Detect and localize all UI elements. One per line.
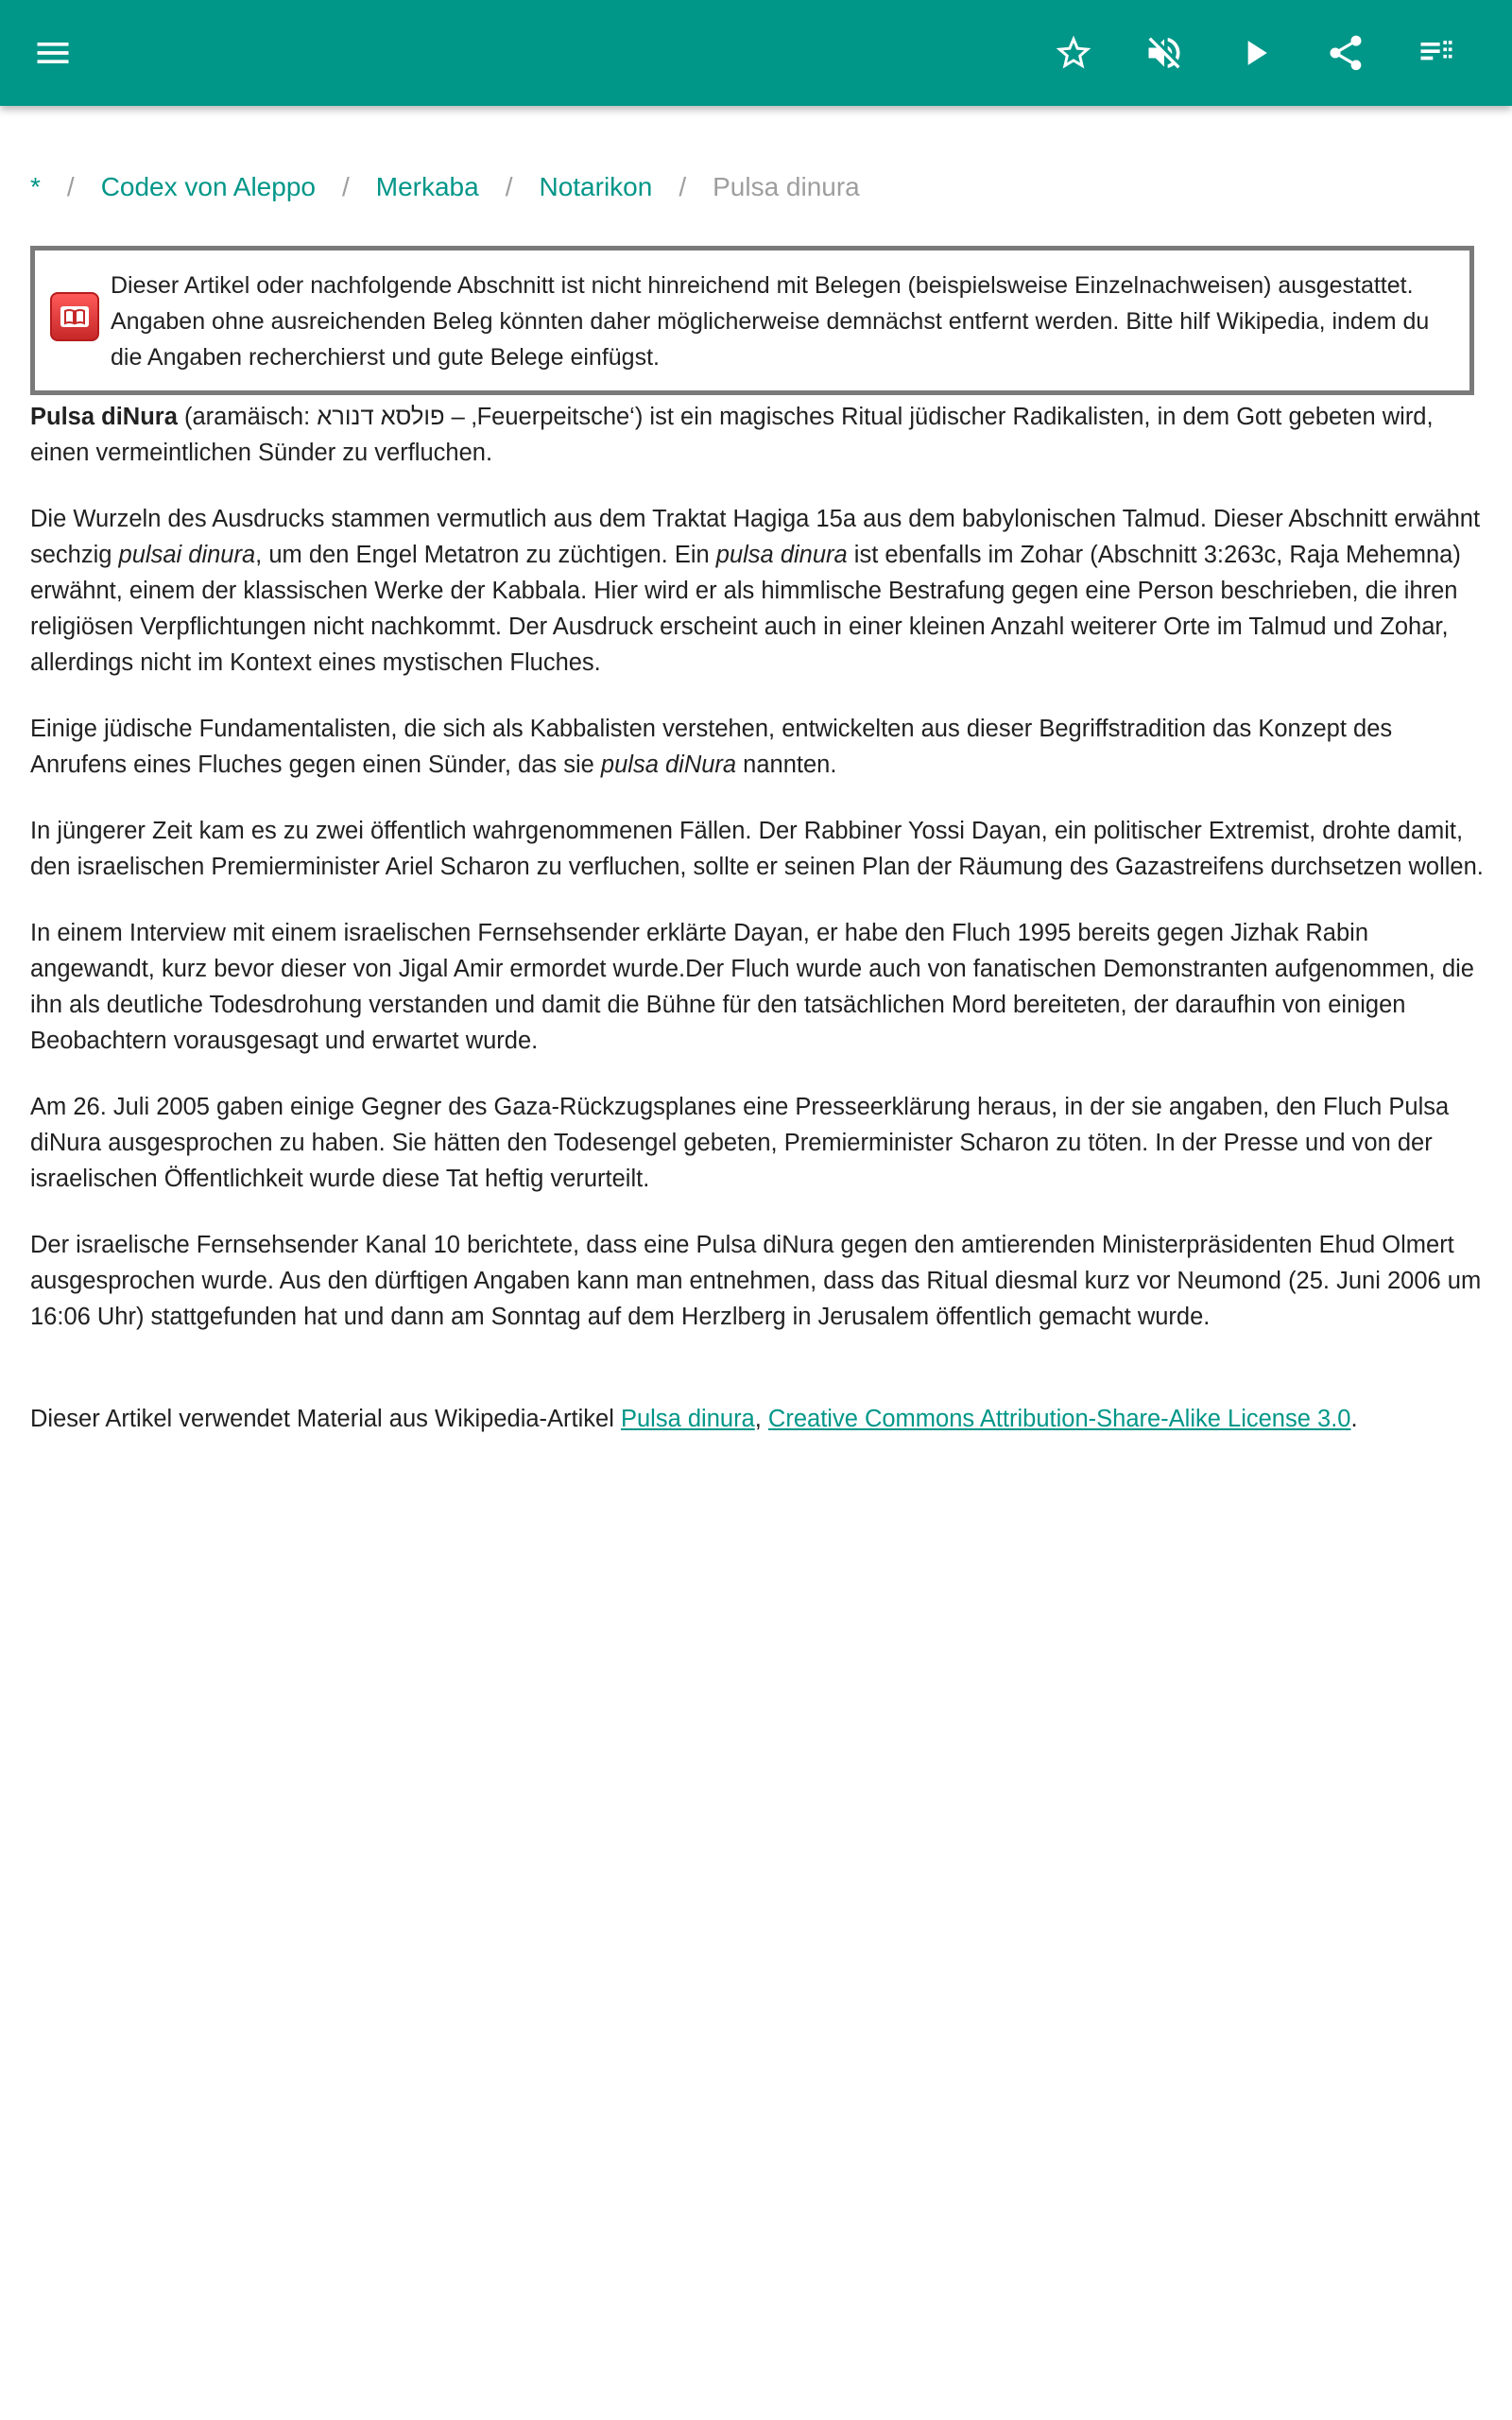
attribution-comma: , bbox=[754, 1406, 768, 1432]
paragraph-kanal-10: Der israelische Fernsehsender Kanal 10 berichtete, dass eine Pulsa diNura gegen den amtierenden Ministerpräsidenten Ehud Olmert ausgesprochen wurde. Aus den dürftigen Angaben kann man entnehmen, dass das Ritual diesmal kurz vor Neumond (25. Juni 2006 um 16:06 Uhr) stattgefunden hat und dann am Sonntag auf dem Herzlberg in Jerusalem öffentlich gemacht wurde. bbox=[30, 1232, 1482, 1330]
book-icon bbox=[50, 292, 99, 341]
paragraph-intro bbox=[30, 399, 1486, 471]
breadcrumb-home[interactable]: * bbox=[30, 172, 41, 201]
fundamentalists-italic: pulsa diNura bbox=[600, 752, 737, 778]
breadcrumb-separator: / bbox=[679, 172, 687, 201]
paragraph-recent-cases: In jüngerer Zeit kam es zu zwei öffentlich wahrgenommenen Fällen. Der Rabbiner Yossi Dayan, ein politischer Extremist, drohte damit, den israelischen Premierminister Ariel Scharon zu verfluchen, sollte er seinen Plan der Räumung des Gazastreifens durchsetzen wollen. bbox=[30, 818, 1484, 880]
article-body bbox=[30, 399, 1486, 1467]
paragraph-press-release: Am 26. Juli 2005 gaben einige Gegner des Gaza-Rückzugsplanes eine Presseerklärung heraus, in der sie angaben, den Fluch Pulsa diNura ausgesprochen zu haben. Sie hätten den Todesengel gebeten, Premierminister Scharon zu töten. In der Presse und von der israelischen Öffentlichkeit wurde diese Tat heftig verurteilt. bbox=[30, 1094, 1450, 1192]
fundamentalists-text-b: nannten. bbox=[736, 752, 837, 778]
play-button[interactable] bbox=[1225, 23, 1285, 83]
breadcrumb-separator: / bbox=[66, 172, 75, 201]
origins-text-b: , um den Engel Metatron zu züchtigen. Ein bbox=[255, 542, 716, 568]
breadcrumb-notarikon[interactable]: Notarikon bbox=[539, 172, 653, 201]
breadcrumb-separator: / bbox=[341, 172, 350, 201]
breadcrumb-merkaba[interactable]: Merkaba bbox=[375, 172, 479, 201]
app-toolbar bbox=[0, 0, 1512, 106]
attribution-prefix: Dieser Artikel verwendet Material aus Wikipedia-Artikel bbox=[30, 1406, 621, 1432]
missing-sources-notice bbox=[30, 246, 1474, 395]
share-button[interactable] bbox=[1315, 23, 1376, 83]
playlist-icon bbox=[1416, 32, 1457, 74]
menu-icon bbox=[32, 32, 74, 74]
breadcrumb-separator: / bbox=[505, 172, 513, 201]
paragraph-fundamentalists bbox=[30, 711, 1486, 783]
menu-button[interactable] bbox=[23, 23, 83, 83]
star-outline-icon bbox=[1053, 32, 1094, 74]
breadcrumb-codex-von-aleppo[interactable]: Codex von Aleppo bbox=[100, 172, 316, 201]
breadcrumb bbox=[30, 168, 860, 206]
mute-button[interactable] bbox=[1134, 23, 1194, 83]
favorite-button[interactable] bbox=[1043, 23, 1104, 83]
origins-italic-2: pulsa dinura bbox=[715, 542, 848, 568]
paragraph-origins bbox=[30, 501, 1486, 681]
share-icon bbox=[1325, 32, 1366, 74]
fundamentalists-text-a: Einige jüdische Fundamentalisten, die sich als Kabbalisten verstehen, entwickelten aus dieser Begriffstradition das Konzept des Anrufens eines Fluches gegen einen Sünder, das sie bbox=[30, 716, 1393, 778]
article-term: Pulsa diNura bbox=[30, 404, 178, 430]
origins-italic-1: pulsai dinura bbox=[118, 542, 256, 568]
attribution-footer bbox=[30, 1401, 1486, 1437]
origins-text-a: Die Wurzeln des Ausdrucks stammen vermutlich aus dem Traktat Hagiga 15a aus dem babylonischen Talmud. Dieser Abschnitt erwähnt sechzig bbox=[30, 506, 1481, 568]
playlist-button[interactable] bbox=[1406, 23, 1467, 83]
paragraph-interview: In einem Interview mit einem israelischen Fernsehsender erklärte Dayan, er habe den Fluch 1995 bereits gegen Jizhak Rabin angewandt, kurz bevor dieser von Jigal Amir ermordet wurde.Der Fluch wurde auch von fanatischen Demonstranten aufgenommen, die ihn als deutliche Todesdrohung verstanden und damit die Bühne für den tatsächlichen Mord bereiteten, der daraufhin von einigen Beobachtern vorausgesagt und erwartet wurde. bbox=[30, 920, 1474, 1054]
play-icon bbox=[1234, 32, 1276, 74]
origins-text-c: ist ebenfalls im Zohar (Abschnitt 3:263c, Raja Mehemna) erwähnt, einem der klassischen Werke der Kabbala. Hier wird er als himmlische Bestrafung gegen eine Person beschrieben, die ihren religiösen Verpflichtungen nicht nachkommt. Der Ausdruck erscheint auch in einer kleinen Anzahl weiterer Orte im Talmud und Zohar, allerdings nicht im Kontext eines mystischen Fluches. bbox=[30, 542, 1461, 676]
notice-text: Dieser Artikel oder nachfolgende Abschnitt ist nicht hinreichend mit Belegen (beispielsweise Einzelnachweisen) ausgestattet. Angaben ohne ausreichenden Beleg könnten daher möglicherweise demnächst entfernt werden. Bitte hilf Wikipedia, indem du die Angaben recherchierst und gute Belege einfügst. bbox=[111, 272, 1430, 371]
volume-off-icon bbox=[1143, 32, 1185, 74]
wikipedia-article-link[interactable]: Pulsa dinura bbox=[620, 1406, 755, 1432]
attribution-suffix: . bbox=[1350, 1406, 1358, 1432]
breadcrumb-current: Pulsa dinura bbox=[713, 172, 860, 201]
intro-text: (aramäisch: פולסא דנורא – ‚Feuerpeitsche‘) ist ein magisches Ritual jüdischer Radikalisten, in dem Gott gebeten wird, einen vermeintlichen Sünder zu verfluchen. bbox=[30, 404, 1434, 466]
license-link[interactable]: Creative Commons Attribution-Share-Alike License 3.0 bbox=[767, 1406, 1351, 1432]
